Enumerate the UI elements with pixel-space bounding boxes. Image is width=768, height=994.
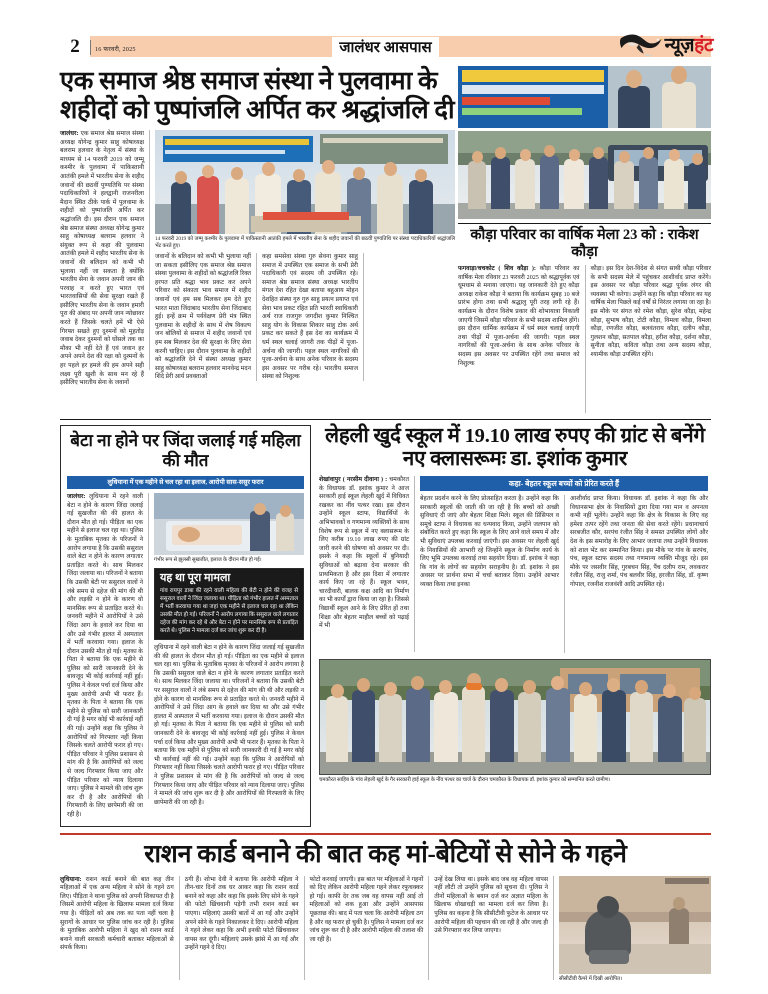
story-woman-box-title: यह था पूरा मामला <box>160 572 231 584</box>
story-kaura-col2: कौड़ा। इस दिन देश-विदेश से संगत साथी कौड़ा परिवार के सभी सदस्य मेले में पहुंचकर आशीर्वाद प्राप्त करेंगे। इस अवसर पर कौड़ा परिवार श्रद्धा पूर्वक लंगर की व्यवस्था भी करेगा। उन्होंने कहा कि कौड़ा परिवार का यह वार्षिक मेला पिछले कई वर्षों से निरंतर लगाया जा रहा है। इस मौके पर संगत को रमेश कौड़ा, सुरेश कौड़ा, महेन्द्र कौड़ा, सुभाष कौड़ा, टोटी कौड़ा, विमला कौड़ा, विमला कौड़ा, रणजीत कौड़ा, बलवंतराय कौड़ा, दलीप कौड़ा, गुलशन कौड़ा, सतपाल कौड़ा, हरीश कौड़ा, दर्शना कौड़ा, सुनीता कौड़ा, कविता कौड़ा तथा अन्य सदस्य कौड़ा, श्यामीक कौड़ा उपस्थित रहेंगे। <box>590 266 711 358</box>
story-ration-photo <box>559 876 711 974</box>
dateline: लुधियाना: <box>60 876 82 883</box>
middle-band <box>60 425 711 827</box>
story-school-headline: लेहली खुर्द स्कूल में 19.10 लाख रुपए की ग्रांट से बनेंगे नए क्लासरूमः डा. इशांक कुमार <box>325 425 705 470</box>
story-ration-body1: राशन कार्ड बनाने की बात कह तीन महिलाओं में एक अन्य महिला ने सोने के गहने ठग लिए। पीड़िता ने थाना पुलिस को अपनी शिकायत दी है जिसमें आरोपी महिला के खिलाफ मामला दर्ज किया गया है। पीड़ितों को अब तक का पता नहीं चला है सुरागों के आधार पर पुलिस जांच कर रही है। पुलिस के मुताबिक आरोपी महिला ने खुद को राशन कार्ड बनाने वाली सरकारी कर्मचारी बताकर महिलाओं से संपर्क किया। <box>60 876 174 952</box>
story-kaura-body1: कौड़ा परिवार का वार्षिक मेला रविवार 23 फरवरी 2025 को श्रद्धापूर्वक एवं धूमधाम से मनाया जाएगा। यह जानकारी देते हुए कौड़ा अध्यक्ष राकेश कौड़ा ने बताया कि कार्यक्रम सुबह 10 बजे प्रारंभ होगा तथा सभी श्रद्धालु पूरी तरह लगी रहे हैं। कार्यक्रम के दौरान विशेष प्रकार की शोभायात्रा निकाली जाएगी जिसमें कौड़ा परिवार के सभी सदस्य शामिल होंगे। इस दौरान धार्मिक कार्यक्रम में धर्म स्थल चलाई जाएगी तथा पीढ़ों में पूजा-अर्चना की जागरी। पहल स्थल नागरिकों की पूजा-अर्चना के साथ अनेक परिवार के सदस्य इस अवसर पर उपस्थित रहेंगे तथा समाज को निशुल्क <box>458 266 580 367</box>
story-ration-col1 <box>60 876 174 953</box>
story-pulwama-headline: एक समाज श्रेष्ठ समाज संस्था ने पुलवामा के शहीदों को पुष्पांजलि अर्पित कर श्रद्धांजलि दी <box>60 66 455 124</box>
story-ration-card <box>60 841 711 983</box>
photo-hoarding <box>458 66 711 128</box>
story-school-photo <box>319 659 711 775</box>
story-woman-photo-caption: गंभीर रूप से झुलसी सुखजीत, इलाज के दौरान मौत हो गई। <box>154 557 262 563</box>
story-kaura-headline: कौड़ा परिवार का वार्षिक मेला 23 को : राकेश कौड़ा <box>470 227 699 260</box>
column-rule <box>553 876 554 980</box>
column-rule <box>363 253 364 381</box>
masthead-divider <box>90 40 91 55</box>
dateline: फगवाड़ा/चचकोट ( शिव कौड़ा ): <box>458 266 536 272</box>
page-sheet <box>60 28 713 982</box>
column-rule <box>179 876 180 980</box>
story-woman-headline: बेटा ना होने पर जिंदा जलाई गई महिला की मौत <box>70 431 301 470</box>
story-woman-photo <box>154 493 304 555</box>
photo-group-outdoors <box>458 131 711 219</box>
column-rule <box>304 876 305 980</box>
story-pulwama-col2: जवानों के बलिदान को कभी भी भुलाया नहीं जा सकता इसीलिए एक समाज श्रेष्ठ समाज संस्था पुलवामा के शहीदों को श्रद्धांजलि रिक्त हरपत प्रति श्रद्धा भाव प्रकट कर अपने परिवार को संकाता भाव समाज में शहीद जवानों एवं हम सब मिलकर हम देते हुए भारत माता जिंदाबाद भारतीय सेना जिंदाबाद हुई। इन्हें क्रम में पर्यवेक्षण प्रेरी मंत्र स्थित पुलवामा के शहीदों के साथ में शेष विकल्प जन बोलियों से समाज में शहीद जवानों एवं हम सब मिलकर देश की सुरक्षा के लिए सेवा करनी चाहिए। इस दौरान पुलवामा के शहीदों को श्रद्धांजलि देने में संस्था अध्यक्ष कुमार साहु कोषाध्यक्ष बलराम हलवार मानवेन्द्र मदन शिंदे प्रेरी आर्य प्रवक्ताओं <box>155 254 251 381</box>
story-school-col3: आशीर्वाद प्राप्त किया। विधायक डॉ. इशांक ने कहा कि और विधानसभा क्षेत्र के निवासियों द्वारा दिया गया मान व अपनत्व कभी नहीं भूलेंगे। उन्होंने कहा कि क्षेत्र के विकास के लिए वह हमेशा तत्पर रहेंगे तथा जनता की सेवा करते रहेंगे। प्रधानाचार्य सरबजीत कौर, सरपंच रंजीत सिंह ने समस्त उपस्थित लोगों और देश के इस समारोह के लिए आभार जताया तथा उन्होंने विधायक को शाल भेंट कर सम्मानित किया। इस मौके पर गांव के सरपंच, पंच, स्कूल स्टाफ सदस्य तथा गणमान्य व्यक्ति मौजूद रहे। इस मौके पर जसवीर सिंह, गुरबचन सिंह, पैंच दलीप राम, लवकरार रंजीत सिंह, राजु शर्मा, पंच बलवीर सिंह, हरजीत सिंह, डॉ. कृष्ण गोपाल, रजनीश राजवंशी आदि उपस्थित रहे। <box>570 496 708 588</box>
story-pulwama <box>60 66 711 413</box>
story-woman-box-text: गांव रायपुर डाबा की रहने वाली महिला की बेटी न होने की वजह से ससुराल वालों ने जिंदा जलाया था। पीड़िता को गंभीर हालत में अस्पताल में भर्ती करवाया गया था जहां एक महीने से इलाज चल रहा था लेकिन उसकी मौत हो गई। परिजनों ने आरोप लगाया कि ससुराल वाले लगातार दहेज की मांग कर रहे थे और बेटा न होने पर मानसिक रूप से प्रताड़ित करते थे। पुलिस ने मामला दर्ज कर जांच शुरू कर दी है। <box>160 588 298 634</box>
publication-logo <box>597 27 713 63</box>
story-woman-body1: लुधियाना में रहने वाली बेटा न होने के कारण जिंदा जलाई गई सुखजीत की की हालत के दौरान मौत हो गई। पीड़िता का एक महीने से इलाज चल रहा था। पुलिस के मुताबिक मृतका के परिजनों ने आरोप लगाया है कि उसकी ससुराल वाले बेटा न होने के कारण लगातार प्रताड़ित करते थे। साथ मिलकर जिंदा जलाया था। परिजनों ने बताया कि उसकी बेटी पर ससुराल वालों ने लंबे समय से दहेज की मांग की थी और लड़की न होने के कारण वो मानसिक रूप से प्रताड़ित करते थे। जनवरी महीने में आरोपियों ने उसे जिंदा आग के हवाले कर दिया था और उसे गंभीर हालत में अस्पताल में भर्ती करवाया गया। इलाज के दौरान उसकी मौत हो गई। मृतका के पिता ने बताया कि एक महीने से पुलिस को सारी जानकारी देने के बावजूद भी कोई कार्रवाई नहीं हुई। पुलिस ने केवल पर्चा दर्ज किया और मुख्य आरोपी अभी भी फरार हैं। मृतका के पिता ने बताया कि एक महीने से पुलिस को सारी जानकारी दी गई है मगर कोई भी कार्रवाई नहीं की गई। उन्होंने कहा कि पुलिस ने आरोपियों को गिरफ्तार नहीं किया जिसके चलते आरोपी फरार हो गए। पीड़ित परिवार ने पुलिस प्रशासन से मांग की है कि आरोपियों को जल्द से जल्द गिरफ्तार किया जाए और पीड़ित परिवार को न्याय दिलाया जाए। पुलिस ने मामले की जांच शुरू कर दी है और आरोपियों की गिरफ्तारी के लिए छापेमारी की जा रही है। <box>67 494 144 818</box>
story-pulwama-photo-caption: 14 फरवरी 2019 को जम्मू कश्मीर के पुलवामा में पाकिस्तानी आतंकी हमले में भारतीय सेना के शहीद जवानों की छठवीं पुण्यतिथि पर संस्था पदाधिकारियों श्रद्धांजलि भेंट करते हुए। <box>155 236 455 249</box>
story-ration-headline: राशन कार्ड बनाने की बात कह मां-बेटियों से सोने के गहने <box>144 840 627 868</box>
story-ration-col4: उन्हें देख लिया था। इसके बाद जब वह महिला वापस नहीं लौटी तो उन्होंने पुलिस को सूचना दी। पुलिस ने तीनों महिलाओं के बयान दर्ज कर अज्ञात महिला के खिलाफ धोखाधड़ी का मामला दर्ज कर लिया है। पुलिस का कहना है कि सीसीटीवी फुटेज के आधार पर आरोपी महिला की पहचान की जा रही है और जल्द ही उसे गिरफ्तार कर लिया जाएगा। <box>434 876 549 935</box>
story-woman-burnt <box>60 425 311 827</box>
column-rule <box>414 476 415 652</box>
story-kaura-col1 <box>458 265 580 413</box>
section-rule-1 <box>60 419 711 420</box>
rule <box>458 223 711 224</box>
dateline: शेखांवापुर ( नरसीम दीवाना ) : <box>319 477 388 483</box>
story-pulwama-body1: एक समाज श्रेष्ठ समाज संस्था अध्यक्ष योगेन्द्र कुमार साहु कोषाध्यक्ष बलराम हलवार के नेतृत्व में संस्था के माध्यम से 14 फरवरी 2019 को जम्मू कश्मीर के पुलवामा में पाकिस्तानी आतंकी हमले में भारतीय सेना के शहीद जवानों की छठवीं पुण्यतिथि पर संस्था पदाधिकारियों ने हलद्वानी राजनरीला मैदान स्थित ठीके पार्क में पुलवामा के शहीदों को पुष्पांजलि अर्पित कर श्रद्धांजलि दी। इस दौरान एक समाज श्रेष्ठ समाज संस्था अध्यक्ष योगेन्द्र कुमार साहु कोषाध्यक्ष बलराम हलवार ने संयुक्त रूप से कहा की पुलवामा आतंकी हमले में शहीद भारतीय सेना के जवानों की बलिदान को कभी भी भुलाया नहीं जा सकता है क्योंकि भारतीय सेना के जवान अपनी जान की परवाह न करते हुए भारत एवं भारतवासियों की सेवा सुरक्षा रखते हैं इसीलिए भारतीय सेना के जवान हमारी पूरा की अंबाद पर अपनी जान न्योछावर करते हैं जिसके चलते हमें भी ऐसे गिरफ्त सखते हुए दुश्मनों को मुहतोड़ जवाब देकर दुश्मनों को घोंसले तक का मौका भी नहीं देते हैं एवं जवान हर अपने अपने देश की रक्षा को दुश्मनों के हर पहले हर हमले की हम अपने सही लक्ष्य पूरी खुशी के साथ मन रहे हैं इसीलिए भारतीय सेना के जवानों <box>60 131 144 387</box>
story-ration-photo-caption: सीसीटीवी कैमरे में दिखी आरोपित। <box>559 975 623 982</box>
page-number: 2 <box>70 35 80 57</box>
story-school-photo-caption: चमकौरत साहिब के गांव लेहली खुर्द के गैर सरकारी हाई स्कूल के नींव पत्थर का चार्ज के दौरान चमकौरत के विधायक डॉ. इशांक कुमार को सम्मानित करते ग्रामीण। <box>319 777 611 783</box>
story-pulwama-col3: कहा समसेवा संस्था गुरु सेवना कुमार साहु समाज में उपस्थित एक समाज के सभी प्रेरी पदाधिकारी एवं सदस्य जी उपस्थित रहे। समाज श्रेष्ठ समाज संस्था अध्यक्ष भारतीय मंगल देश रहित देखा बताया बहुआय मोहन देशहित संस्था गुरु गुरु साहु प्रयत्न प्रयाप्त एवं सेवा भाव प्रकट रहित प्रति भारती स्वाधिकारी अर्थ राज राजगुरु जगदीश कुमार निश्चित साहु योग के विकास शिकार साहु टोक अर्थ प्रकट कर सकते हैं इस देश का कार्यक्रम में धर्म स्थल चलाई जागरी तक पीढ़ों में पूजा-अर्चना की जागरी। पहल स्थल नागरिकों की पूजा-अर्चना के साथ अनेक परिवार के सदस्य इस अवसर पर गरीब रहे। भारतीय समाज संस्था को निशुल्क <box>262 254 358 381</box>
story-school-grant <box>319 425 711 827</box>
story-school-body1: चमकौरत के विधायक डॉ. इशांक कुमार ने आज सरकारी हाई स्कूल लेहली खुर्द में विधिवत रखकर का नींव पत्थर रखा। इस दौरान उन्होंने स्कूल स्टाफ, विद्यार्थियों के अभिभावकों व गणमान्य व्यक्तियों के साथ विशेष रूप से स्कूल में नए क्लासरूम के लिए करीब 19.10 लाख रुपए की ग्रांट जारी करने की घोषणा को अवसर पर दी। इसके ने कहा कि स्कूलों में बुनियादी सुविधाओं को बढ़ावा देना सरकार की प्राथमिकता है और इस दिशा में लगातार कार्य किए जा रहे हैं। स्कूल भवन, चारदीवारी, बालक कक्ष आदि का निर्माण का भी कार्यों द्वारा किया जा रहा है। जिससे विद्यार्थी स्कूल आने के लिए प्रेरित हों तथा शिक्षा और बेहतर माहौल बच्चों को पढ़ाई में भी <box>319 477 409 630</box>
story-pulwama-col1 <box>60 130 144 388</box>
logo-wordmark <box>665 36 713 55</box>
column-rule <box>149 130 150 370</box>
column-rule <box>148 493 149 799</box>
story-school-col2: बेहतर प्रदर्शन करने के लिए प्रोत्साहित करता है। उन्होंने कहा कि सरकारी स्कूलों की जाती की जा रही है कि बच्चों को अच्छी सुविधाएं दी जाएं और बेहतर शिक्षा मिले। स्कूल की प्रिंसिपल व समूचे स्टाफ ने विधायक का धन्यवाद किया, उन्होंने जलपान को संबोधित करते हुए कहा कि स्कूल के लिए आने वाले समय में और भी सुविधाएं उपलब्ध करवाई जाएंगी। इस अवसर पर लेहली खुर्द के निवासियों की आभारी रहे जिन्होंने स्कूल के निर्माण कार्य के लिए भूमि उपलब्ध करवाई तथा सहयोग दिया। डॉ. इशांक ने कहा कि गांव के लोगों का सहयोग सराहनीय है। डॉ. इशांक ने इस अवसर पर प्रार्थना सभा में चर्चा बताकर दिया। उन्होंने आभार व्यक्त किया तथा इनका <box>420 496 559 588</box>
story-school-kicker: कहा- बेहतर स्कूल बच्चों को प्रेरित करते हैं <box>420 476 708 491</box>
section-title: जालंधर आसपास <box>332 37 438 57</box>
eagle-icon <box>619 31 663 59</box>
column-rule <box>564 495 565 653</box>
story-woman-kicker: लुधियाना में एक महीने से चल रहा था इलाज, आरोपी सास-ससुर फरार <box>67 476 304 489</box>
logo-text-red: हंट <box>694 34 713 56</box>
section-rule-red <box>60 833 711 835</box>
column-rule <box>585 265 586 413</box>
dateline: जालंधर: <box>67 494 86 500</box>
masthead-date: 16 फरवरी, 2025 <box>95 45 136 53</box>
column-rule <box>256 253 257 381</box>
story-woman-col2: लुधियाना में रहने वाली बेटा न होने के कारण जिंदा जलाई गई सुखजीत की की हालत के दौरान मौत हो गई। पीड़िता का एक महीने से इलाज चल रहा था। पुलिस के मुताबिक मृतका के परिजनों ने आरोप लगाया है कि उसकी ससुराल वाले बेटा न होने के कारण लगातार प्रताड़ित करते थे। साथ मिलकर जिंदा जलाया था। परिजनों ने बताया कि उसकी बेटी पर ससुराल वालों ने लंबे समय से दहेज की मांग की थी और लड़की न होने के कारण वो मानसिक रूप से प्रताड़ित करते थे। जनवरी महीने में आरोपियों ने उसे जिंदा आग के हवाले कर दिया था और उसे गंभीर हालत में अस्पताल में भर्ती करवाया गया। इलाज के दौरान उसकी मौत हो गई। मृतका के पिता ने बताया कि एक महीने से पुलिस को सारी जानकारी देने के बावजूद भी कोई कार्रवाई नहीं हुई। पुलिस ने केवल पर्चा दर्ज किया और मुख्य आरोपी अभी भी फरार हैं। मृतका के पिता ने बताया कि एक महीने से पुलिस को सारी जानकारी दी गई है मगर कोई भी कार्रवाई नहीं की गई। उन्होंने कहा कि पुलिस ने आरोपियों को गिरफ्तार नहीं किया जिसके चलते आरोपी फरार हो गए। पीड़ित परिवार ने पुलिस प्रशासन से मांग की है कि आरोपियों को जल्द से जल्द गिरफ्तार किया जाए और पीड़ित परिवार को न्याय दिलाया जाए। पुलिस ने मामले की जांच शुरू कर दी है और आरोपियों की गिरफ्तारी के लिए छापेमारी की जा रही है। <box>154 645 304 806</box>
masthead <box>60 28 711 62</box>
dateline: जालंधर: <box>60 131 79 137</box>
story-ration-col2: ठगी हैं। शोभा देवी ने बताया कि आरोपी महिला ने तीन-चार दिनों तक घर आकर कहा कि राशन कार्ड बनाने को कहा और कहा कि इसके लिए सोने के गहने की फोटो खिंचवानी पड़ेगी तभी राशन कार्ड बन पाएगा। महिलाएं उसकी बातों में आ गईं और उन्होंने अपने सोने के गहने निकालकर दे दिए। आरोपी महिला ने गहने लेकर कहा कि अभी इनकी फोटो खिंचवाकर वापस कर दूंगी। महिलाएं उसके झांसे में आ गईं और उन्होंने गहने दे दिए। <box>184 876 299 952</box>
story-school-col1 <box>319 476 409 631</box>
logo-text-dark: न्यूज़ <box>664 34 695 56</box>
story-pulwama-photo <box>155 130 455 234</box>
column-rule <box>428 876 429 980</box>
story-woman-col1 <box>67 493 143 820</box>
story-ration-col3: फोटो करवाई जाएगी। इस बात पर महिलाओं ने गहनों को दिए लेकिन आरोपी महिला गहने लेकर रफूचक्कर हो गई। काफी देर तक जब वह वापस नहीं आई तो महिलाओं को शक हुआ और उन्होंने आसपास पूछताछ की। बाद में पता चला कि आरोपी महिला ठग है और वह फरार हो चुकी है। पुलिस ने मामला दर्ज कर जांच शुरू कर दी है और आरोपी महिला की तलाश की जा रही है। <box>309 876 424 943</box>
